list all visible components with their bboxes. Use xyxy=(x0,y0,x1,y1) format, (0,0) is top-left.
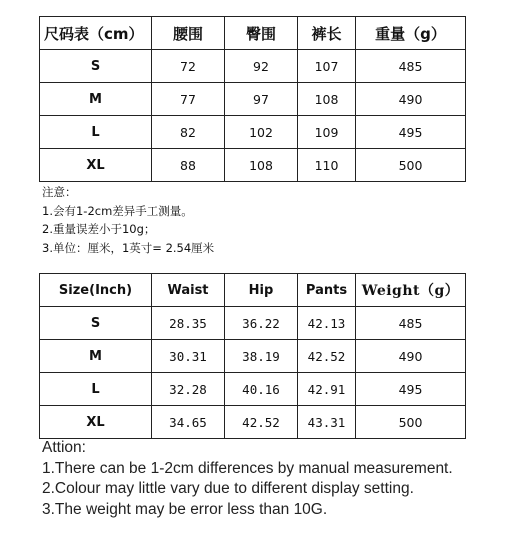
length-cell: 108 xyxy=(298,83,356,116)
size-cell: L xyxy=(40,373,152,406)
size-chart-cm-table xyxy=(39,16,466,182)
length-cell: 110 xyxy=(298,149,356,182)
header-waist: 腰围 xyxy=(152,17,225,50)
waist-cell: 77 xyxy=(152,83,225,116)
weight-cell: 495 xyxy=(356,373,466,406)
header-pants: Pants xyxy=(298,274,356,307)
weight-cell: 500 xyxy=(356,406,466,439)
waist-cell: 28.35 xyxy=(152,307,225,340)
waist-cell: 88 xyxy=(152,149,225,182)
weight-cell: 490 xyxy=(356,83,466,116)
notes-title: Attion: xyxy=(42,439,86,456)
size-cell: L xyxy=(40,116,152,149)
size-chart-inch-table xyxy=(39,273,466,439)
notes-title: 注意： xyxy=(42,185,77,199)
waist-cell: 82 xyxy=(152,116,225,149)
hip-cell: 97 xyxy=(225,83,298,116)
note-line: 2.Colour may little vary due to different display setting. xyxy=(42,480,414,497)
size-cell: XL xyxy=(40,149,152,182)
english-notes xyxy=(42,438,453,520)
pants-cell: 42.13 xyxy=(298,307,356,340)
header-size-chart-cm: 尺码表（cm） xyxy=(40,17,152,50)
weight-cell: 485 xyxy=(356,50,466,83)
hip-cell: 102 xyxy=(225,116,298,149)
table-header-row xyxy=(40,274,466,307)
header-hip: 臀围 xyxy=(225,17,298,50)
length-cell: 107 xyxy=(298,50,356,83)
note-line: 3.单位：厘米，1英寸= 2.54厘米 xyxy=(42,240,215,255)
hip-cell: 36.22 xyxy=(225,307,298,340)
table-row xyxy=(40,149,466,182)
header-size-inch: Size(Inch) xyxy=(40,274,152,307)
hip-cell: 42.52 xyxy=(225,406,298,439)
hip-cell: 92 xyxy=(225,50,298,83)
hip-cell: 108 xyxy=(225,149,298,182)
note-line: 3.The weight may be error less than 10G. xyxy=(42,500,328,518)
table-row xyxy=(40,83,466,116)
weight-cell: 495 xyxy=(356,116,466,149)
waist-cell: 32.28 xyxy=(152,373,225,406)
chinese-notes xyxy=(42,183,214,257)
weight-cell: 490 xyxy=(356,340,466,373)
header-length: 裤长 xyxy=(298,17,356,50)
note-line: 1.There can be 1-2cm differences by manual measurement. xyxy=(42,459,453,477)
hip-cell: 40.16 xyxy=(225,373,298,406)
pants-cell: 43.31 xyxy=(298,406,356,439)
size-cell: S xyxy=(40,307,152,340)
weight-cell: 485 xyxy=(356,307,466,340)
waist-cell: 34.65 xyxy=(152,406,225,439)
table-row xyxy=(40,116,466,149)
table-row xyxy=(40,406,466,439)
hip-cell: 38.19 xyxy=(225,340,298,373)
header-weight: 重量（g） xyxy=(356,17,466,50)
weight-cell: 500 xyxy=(356,149,466,182)
header-weight: Weight（g） xyxy=(356,274,466,307)
table-header-row xyxy=(40,17,466,50)
header-hip: Hip xyxy=(225,274,298,307)
waist-cell: 30.31 xyxy=(152,340,225,373)
table-row xyxy=(40,340,466,373)
size-cell: M xyxy=(40,340,152,373)
size-cell: XL xyxy=(40,406,152,439)
table-row xyxy=(40,50,466,83)
table-row xyxy=(40,373,466,406)
table-row xyxy=(40,307,466,340)
size-cell: M xyxy=(40,83,152,116)
pants-cell: 42.91 xyxy=(298,373,356,406)
note-line: 2.重量误差小于10g； xyxy=(42,222,156,236)
waist-cell: 72 xyxy=(152,50,225,83)
length-cell: 109 xyxy=(298,116,356,149)
pants-cell: 42.52 xyxy=(298,340,356,373)
size-cell: S xyxy=(40,50,152,83)
note-line: 1.会有1-2cm差异手工测量。 xyxy=(42,203,193,218)
header-waist: Waist xyxy=(152,274,225,307)
